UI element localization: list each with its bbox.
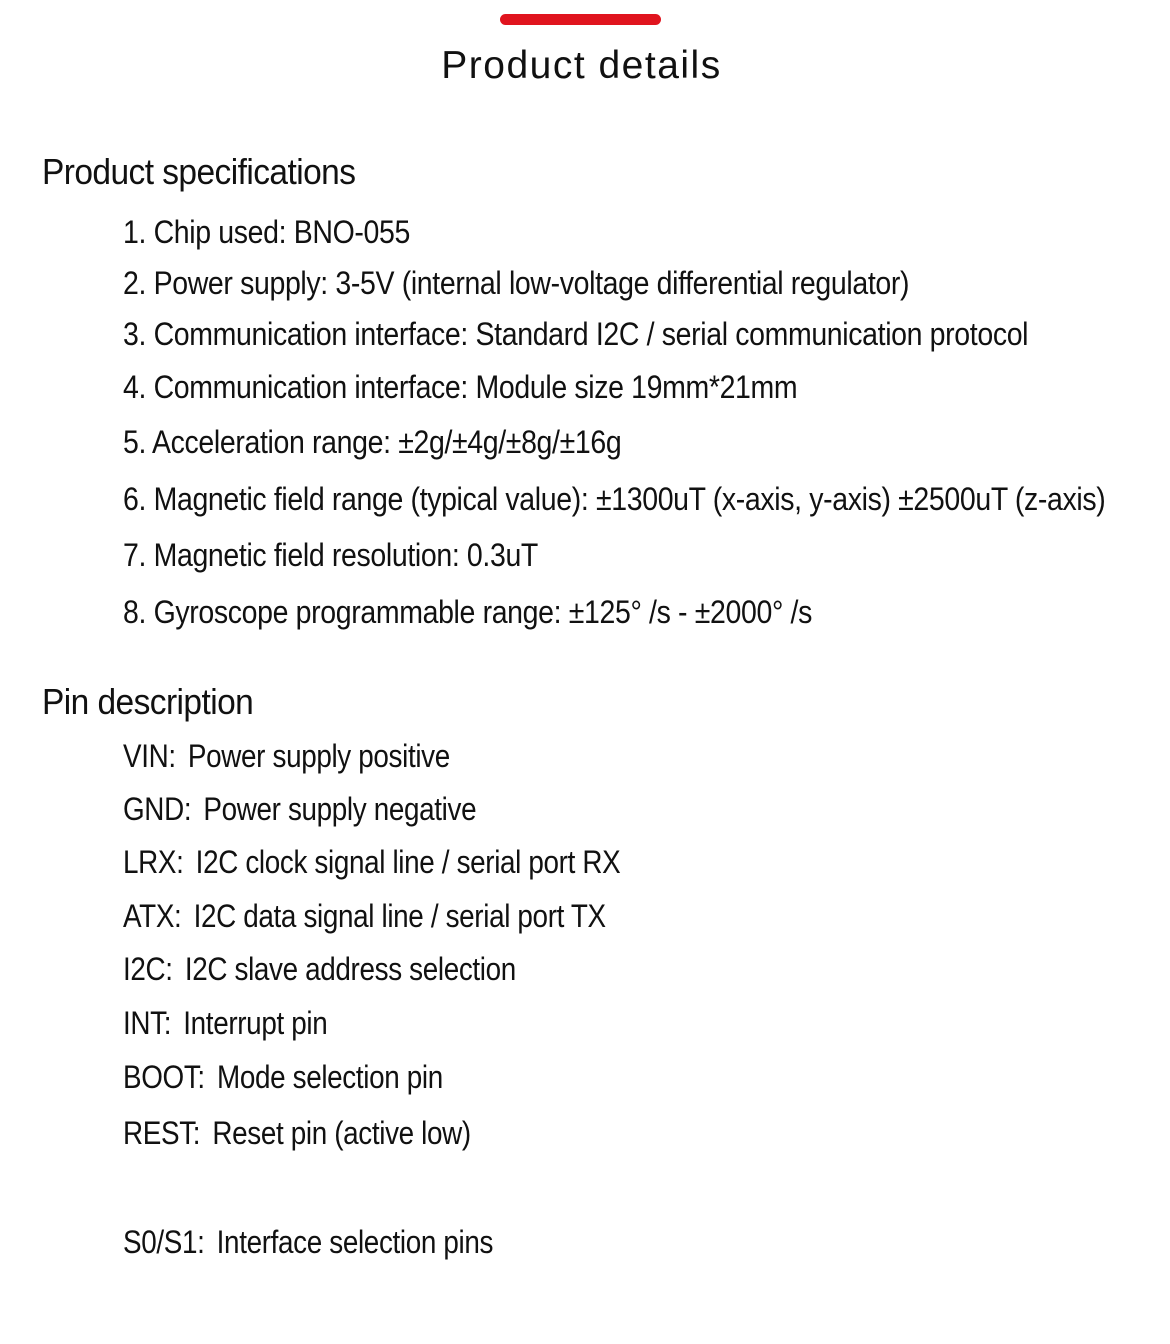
pin-name: GND:	[123, 791, 192, 827]
pin-name: ATX:	[123, 898, 182, 934]
pin-name: VIN:	[123, 738, 176, 774]
pin-item-s0-s1	[123, 1222, 493, 1262]
pin-item-rest	[123, 1113, 471, 1153]
spec-item-8: 8. Gyroscope programmable range: ±125° /s - ±2000° /s	[123, 594, 812, 630]
pin-description: Power supply positive	[187, 738, 450, 774]
pin-description: Mode selection pin	[216, 1059, 443, 1095]
pin-name: S0/S1:	[123, 1224, 205, 1260]
spec-item-3: 3. Communication interface: Standard I2C / serial communication protocol	[123, 316, 1029, 352]
pin-item-lrx	[123, 842, 620, 882]
spec-item-6: 6. Magnetic field range (typical value): ±1300uT (x-axis, y-axis) ±2500uT (z-axis)	[123, 481, 1106, 517]
spec-item-2: 2. Power supply: 3-5V (internal low-voltage differential regulator)	[123, 265, 910, 301]
pin-item-atx	[123, 896, 606, 936]
pin-item-gnd	[123, 789, 476, 829]
pin-description: I2C slave address selection	[184, 951, 516, 987]
spec-item-1: 1. Chip used: BNO-055	[123, 214, 410, 250]
page-title: Product details	[441, 44, 722, 87]
pin-item-boot	[123, 1057, 443, 1097]
pin-item-i2c	[123, 949, 516, 989]
title-accent-bar	[500, 14, 661, 25]
pin-description: Interface selection pins	[216, 1224, 494, 1260]
spec-item-4: 4. Communication interface: Module size 19mm*21mm	[123, 369, 798, 405]
pin-name: I2C:	[123, 951, 173, 987]
pin-description: Reset pin (active low)	[212, 1115, 471, 1151]
pin-description: Power supply negative	[203, 791, 477, 827]
pin-description-heading: Pin description	[42, 681, 254, 722]
pin-name: LRX:	[123, 844, 184, 880]
pin-description: Interrupt pin	[183, 1005, 328, 1041]
pin-item-vin	[123, 736, 450, 776]
pin-name: INT:	[123, 1005, 172, 1041]
spec-item-5: 5. Acceleration range: ±2g/±4g/±8g/±16g	[123, 424, 622, 460]
specifications-heading: Product specifications	[42, 151, 356, 192]
pin-name: BOOT:	[123, 1059, 205, 1095]
spec-item-7: 7. Magnetic field resolution: 0.3uT	[123, 537, 538, 573]
pin-item-int	[123, 1003, 327, 1043]
pin-name: REST:	[123, 1115, 201, 1151]
pin-description: I2C data signal line / serial port TX	[193, 898, 606, 934]
pin-description: I2C clock signal line / serial port RX	[195, 844, 621, 880]
